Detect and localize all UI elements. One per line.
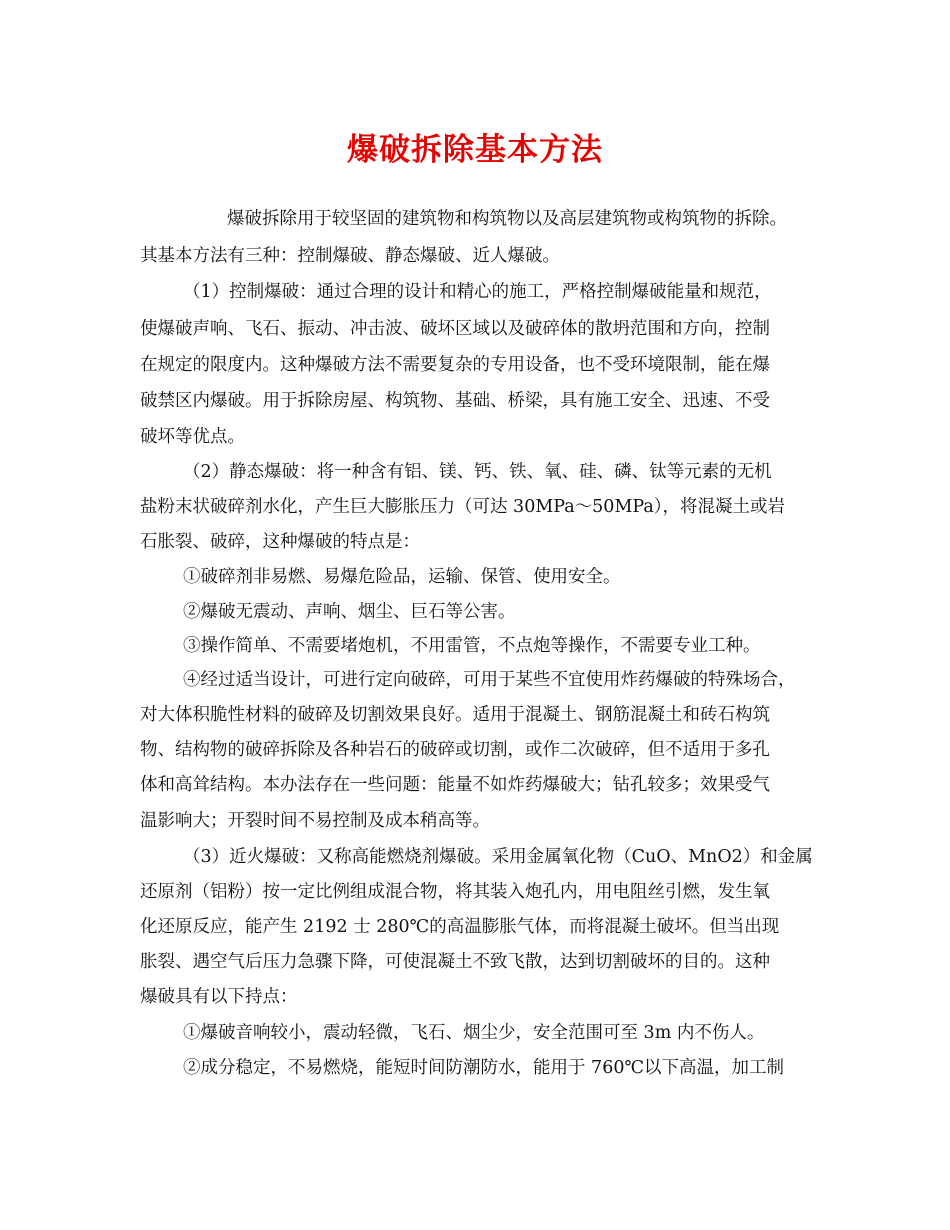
paragraph-line: 使爆破声响、飞石、振动、冲击波、破坏区域以及破碎体的散坍范围和方向，控制 xyxy=(140,319,770,339)
list-item: ③操作简单、不需要堵炮机，不用雷管，不点炮等操作，不需要专业工种。 xyxy=(183,636,761,656)
paragraph-line: 其基本方法有三种：控制爆破、静态爆破、近人爆破。 xyxy=(140,246,560,266)
paragraph-line: （3）近火爆破：又称高能燃烧剂爆破。采用金属氧化物（CuO、MnO2）和金属 xyxy=(183,847,813,867)
list-item: ④经过适当设计，可进行定向破碎，可用于某些不宜使用炸药爆破的特殊场合， xyxy=(183,670,796,690)
paragraph-line: 胀裂、遇空气后压力急骤下降，可使混凝土不致飞散，达到切割破坏的目的。这种 xyxy=(140,952,770,972)
paragraph-line: 破禁区内爆破。用于拆除房屋、构筑物、基础、桥梁，具有施工安全、迅速、不受 xyxy=(140,391,770,411)
paragraph-line: 爆破拆除用于较坚固的建筑物和构筑物以及高层建筑物或构筑物的拆除。 xyxy=(227,209,787,229)
paragraph-line: （1）控制爆破：通过合理的设计和精心的施工，严格控制爆破能量和规范， xyxy=(183,282,772,302)
document-title: 爆破拆除基本方法 xyxy=(347,132,603,168)
paragraph-line: 体和高耸结构。本办法存在一些问题：能量不如炸药爆破大；钻孔较多；效果受气 xyxy=(140,775,770,795)
list-item: ②成分稳定，不易燃烧，能短时间防潮防水，能用于 760℃以下高温，加工制 xyxy=(183,1058,785,1078)
list-item: ②爆破无震动、声响、烟尘、巨石等公害。 xyxy=(183,602,516,622)
paragraph-line: （2）静态爆破：将一种含有铝、镁、钙、铁、氧、硅、磷、钛等元素的无机 xyxy=(183,462,772,482)
list-item: ①爆破音响较小，震动轻微，飞石、烟尘少，安全范围可至 3m 内不伤人。 xyxy=(183,1023,765,1043)
paragraph-line: 在规定的限度内。这种爆破方法不需要复杂的专用设备，也不受环境限制，能在爆 xyxy=(140,355,770,375)
paragraph-line: 还原剂（铝粉）按一定比例组成混合物，将其装入炮孔内，用电阻丝引燃，发生氧 xyxy=(140,882,770,902)
paragraph-line: 温影响大；开裂时间不易控制及成本稍高等。 xyxy=(140,811,490,831)
paragraph-line: 破坏等优点。 xyxy=(140,427,245,447)
paragraph-line: 对大体积脆性材料的破碎及切割效果良好。适用于混凝土、钢筋混凝土和砖石构筑 xyxy=(140,705,770,725)
paragraph-line: 爆破具有以下持点： xyxy=(140,987,298,1007)
paragraph-line: 化还原反应，能产生 2192 士 280℃的高温膨胀气体，而将混凝土破坏。但当出现 xyxy=(140,917,780,937)
paragraph-line: 盐粉末状破碎剂水化，产生巨大膨胀压力（可达 30MPa～50MPa），将混凝土或岩 xyxy=(140,497,786,517)
list-item: ①破碎剂非易燃、易爆危险品，运输、保管、使用安全。 xyxy=(183,567,621,587)
paragraph-line: 石胀裂、破碎，这种爆破的特点是： xyxy=(140,532,420,552)
paragraph-line: 物、结构物的破碎拆除及各种岩石的破碎或切割，或作二次破碎，但不适用于多孔 xyxy=(140,740,770,760)
